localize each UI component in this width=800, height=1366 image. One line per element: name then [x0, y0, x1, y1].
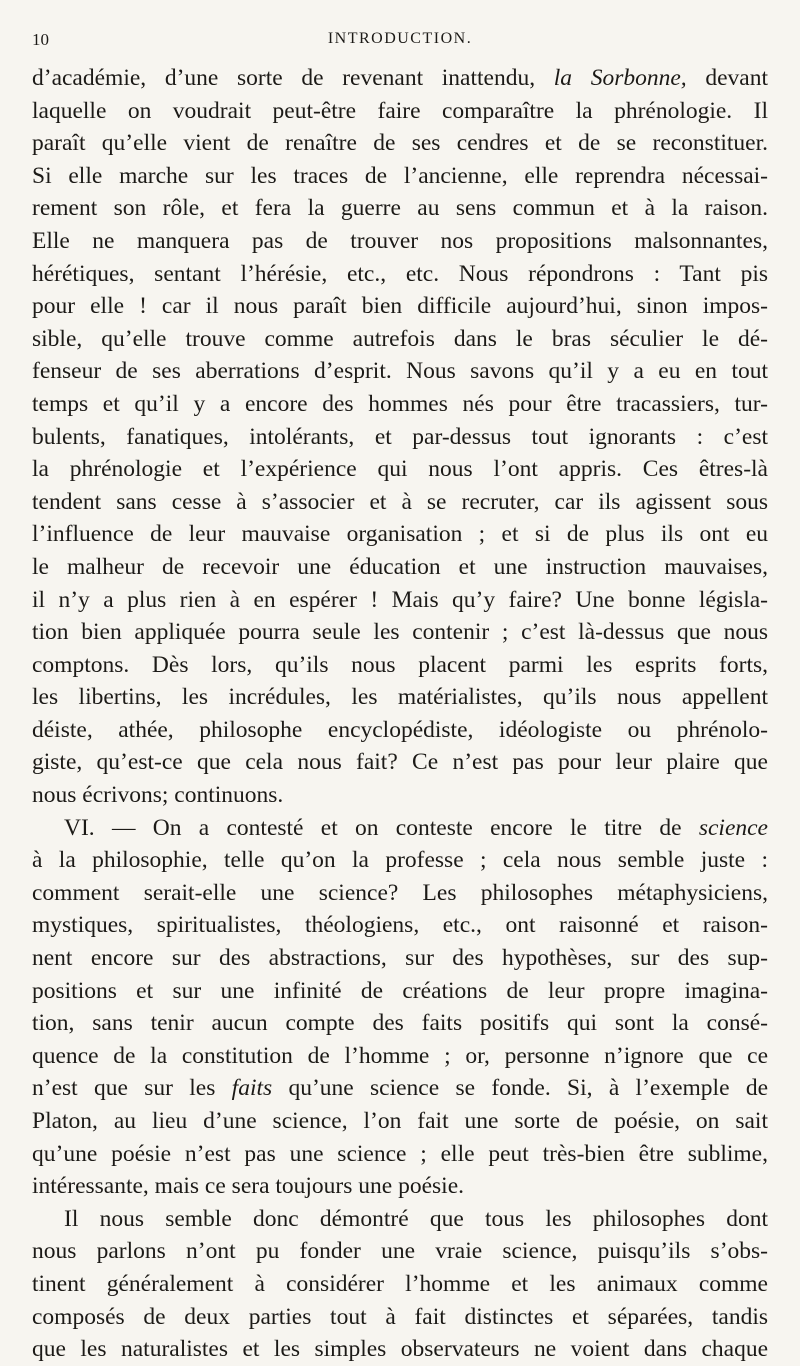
line-text: Il nous semble donc démontré que tous les philosophes dont [64, 1205, 768, 1232]
text-line [32, 909, 768, 942]
line-text: mystiques, spiritualistes, théologiens, etc., ont raisonné et raison- [32, 912, 768, 939]
line-text: l’influence de leur mauvaise organisation ; et si de plus ils ont eu [32, 521, 768, 548]
line-text: déiste, athée, philosophe encyclopédiste, idéologiste ou phrénolo- [32, 716, 768, 743]
line-text: Elle ne manquera pas de trouver nos propositions malsonnantes, [32, 227, 768, 254]
text-line [32, 160, 768, 193]
line-text: nent encore sur des abstractions, sur des hypothèses, sur des sup- [32, 945, 768, 972]
text-line [32, 290, 768, 323]
line-text: sible, qu’elle trouve comme autrefois dans le bras séculier le dé- [32, 325, 768, 352]
text-line [32, 62, 768, 95]
text-line [32, 1040, 768, 1073]
body-text [32, 62, 768, 1366]
line-text: bulents, fanatiques, intolérants, et par-dessus tout ignorants : c’est [32, 423, 768, 450]
italic-text: la Sorbonne, [553, 65, 687, 91]
text-line [32, 1170, 768, 1203]
line-text: il n’y a plus rien à en espérer ! Mais qu’y faire? Une bonne législa- [32, 586, 768, 613]
line-text: laquelle on voudrait peut-être faire comparaître la phrénologie. Il [32, 97, 768, 124]
line-text: le malheur de recevoir une éducation et une instruction mauvaises, [32, 553, 768, 580]
text-line [32, 258, 768, 291]
text-line [32, 421, 768, 454]
text-line [32, 1333, 768, 1366]
text-line [32, 877, 768, 910]
text-line [32, 714, 768, 747]
line-text: que les naturalistes et les simples observateurs ne voient dans chaque [32, 1336, 768, 1363]
line-text: fenseur de ses aberrations d’esprit. Nous savons qu’il y a eu en tout [32, 358, 768, 385]
line-text: tion bien appliquée pourra seule les contenir ; c’est là-dessus que nous [32, 619, 768, 646]
text-line [32, 192, 768, 225]
text-line [32, 1072, 768, 1105]
line-text: nous écrivons; continuons. [32, 782, 284, 809]
line-text-after: devant [686, 65, 768, 91]
line-text: intéressante, mais ce sera toujours une poésie. [32, 1173, 464, 1200]
text-line [32, 975, 768, 1008]
line-text: tion, sans tenir aucun compte des faits positifs qui sont la consé- [32, 1010, 768, 1037]
text-line [32, 323, 768, 356]
text-line [32, 746, 768, 779]
line-text-after: qu’une science se fonde. Si, à l’exemple de [272, 1075, 769, 1102]
text-line [32, 486, 768, 519]
paragraph [32, 812, 768, 1203]
line-text: rement son rôle, et fera la guerre au sens commun et à la raison. [32, 195, 768, 222]
text-line [32, 551, 768, 584]
line-text: hérétiques, sentant l’hérésie, etc., etc. Nous répondrons : Tant pis [32, 260, 768, 287]
line-text: les libertins, les incrédules, les matérialistes, qu’ils nous appellent [32, 684, 768, 711]
text-line [32, 812, 768, 845]
text-line [32, 388, 768, 421]
line-text: qu’une poésie n’est pas une science ; elle peut très-bien être sublime, [32, 1140, 768, 1167]
text-line [32, 1105, 768, 1138]
text-line [32, 1007, 768, 1040]
line-text: d’académie, d’une sorte de revenant inattendu, [32, 65, 554, 91]
text-line [32, 1268, 768, 1301]
line-text: temps et qu’il y a encore des hommes nés pour être tracassiers, tur- [32, 390, 768, 417]
text-line [32, 942, 768, 975]
paragraph [32, 1203, 768, 1366]
text-line [32, 1203, 768, 1236]
text-line [32, 127, 768, 160]
line-text: composés de deux parties tout à fait distinctes et séparées, tandis [32, 1303, 768, 1330]
text-line [32, 779, 768, 812]
paragraph [32, 62, 768, 812]
line-text: positions et sur une infinité de créations de leur propre imagina- [32, 977, 768, 1004]
line-text: pour elle ! car il nous paraît bien difficile aujourd’hui, sinon impos- [32, 293, 768, 320]
line-text: n’est que sur les [32, 1075, 232, 1102]
running-header [32, 30, 768, 54]
text-line [32, 1235, 768, 1268]
line-text: tendent sans cesse à s’associer et à se recruter, car ils agissent sous [32, 488, 768, 515]
italic-text: science [698, 814, 768, 841]
line-text: comment serait-elle une science? Les philosophes métaphysiciens, [32, 879, 768, 906]
line-text: Platon, au lieu d’une science, l’on fait une sorte de poésie, on sait [32, 1108, 768, 1134]
text-line [32, 584, 768, 617]
italic-text: faits [231, 1075, 273, 1102]
text-line [32, 95, 768, 128]
line-text: à la philosophie, telle qu’on la professe ; cela nous semble juste : [32, 847, 768, 874]
text-line [32, 355, 768, 388]
page-number: 10 [32, 30, 49, 49]
text-line [32, 616, 768, 649]
line-text: giste, qu’est-ce que cela nous fait? Ce n’est pas pour leur plaire que [32, 749, 768, 776]
chapter-title: INTRODUCTION. [327, 30, 473, 47]
text-line [32, 844, 768, 877]
line-text: Si elle marche sur les traces de l’ancienne, elle reprendra nécessai- [32, 162, 768, 189]
text-line [32, 453, 768, 486]
text-line [32, 518, 768, 551]
text-line [32, 649, 768, 682]
line-text: tinent généralement à considérer l’homme et les animaux comme [32, 1270, 768, 1297]
text-line [32, 225, 768, 258]
line-text: nous parlons n’ont pu fonder une vraie science, puisqu’ils s’obs- [32, 1238, 768, 1265]
line-text: la phrénologie et l’expérience qui nous l’ont appris. Ces êtres-là [32, 456, 768, 483]
text-line [32, 1138, 768, 1171]
text-line [32, 681, 768, 714]
line-text: VI. — On a contesté et on conteste encore le titre de [64, 814, 699, 841]
line-text: paraît qu’elle vient de renaître de ses cendres et de se reconstituer. [32, 130, 768, 157]
line-text: quence de la constitution de l’homme ; or, personne n’ignore que ce [32, 1042, 768, 1069]
line-text: comptons. Dès lors, qu’ils nous placent parmi les esprits forts, [32, 651, 768, 678]
text-line [32, 1301, 768, 1334]
